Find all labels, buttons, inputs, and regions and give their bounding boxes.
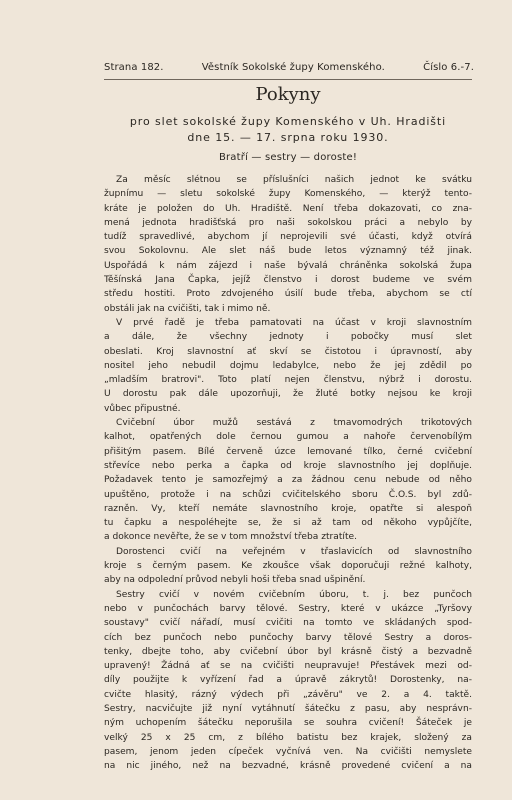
body-line: kráte je položen do Uh. Hradiště. Není třeba dokazovati, co zna- [104,203,472,214]
body-line: svou Sokolovnu. Ale slet náš bude letos významný též jinak. [104,246,472,257]
body-line: cvičte hlasitý, rázný výdech při „závěru" ve 2. a 4. taktě. [104,689,472,700]
body-line: díly použijte k vyřízení řad a úpravě zákrytů! Dorostenky, na- [104,675,472,686]
body-line: Sestry, nacvičujte již nyní vytáhnutí šátečku z pasu, aby nesprávn- [104,703,472,714]
body-line: vůbec připustné. [104,403,181,414]
body-line: razněn. Vy, kteří nemáte slavnostního kroje, opatřte si alespoň [104,503,472,514]
body-line: a dokonce nevěřte, že se v tom množství třeba ztratíte. [104,532,357,543]
body-line: nebo v punčochách barvy tělové. Sestry, které v ukázce „Tyršovy [104,603,472,614]
body-line: tudíž spravedlivé, abychom jí neprojevili své účasti, když otvírá [104,232,472,243]
body-line: Cvičební úbor mužů sestává z tmavomodrých trikotových [116,418,472,429]
body-line: nositel jeho nebudil dojmu ledabylce, nebo že jej zdědil po [104,360,472,371]
page-number: Strana 182. [104,62,164,73]
body-line: aby na odpolední průvod nebyli hoši třeba snad ušpinění. [104,575,366,586]
body-line: přišitým pasem. Bílé červeně úzce lemované tílko, černé cvičební [104,446,472,457]
body-line: středu hostiti. Proto zdvojeného úsilí bude třeba, abychom se ctí [104,289,472,300]
article-title: Pokyny [255,84,321,105]
body-line: tenky, dbejte toho, aby cvičební úbor byl krásně čistý a bezvadně [104,646,472,657]
body-line: pasem, jenom jeden cípeček vyčnívá ven. Na cvičišti nemyslete [104,746,472,757]
body-line: Sestry cvičí v novém cvičebním úboru, t. j. bez punčoch [116,589,472,600]
body-line: upravený! Žádná ať se na cvičišti neupravuje! Přestávek mezi od- [104,661,472,672]
body-line: a dále, že všechny jednoty i pobočky musí slet [104,332,472,343]
body-line: Těšínská Jana Čapka, jejíž členstvo i dorost budeme ve svém [104,275,472,286]
body-line: kalhot, opatřených dole černou gumou a nahoře červenobílým [104,432,472,443]
body-line: tu čapku a nespoléhejte se, že si až tam od někoho vypůjčíte, [104,518,472,529]
running-header [104,62,474,74]
body-line: župnímu — sletu sokolské župy Komenského, — kterýž tento- [104,189,472,200]
body-line: Požadavek tento je samozřejmý a za žádnou cenu nebude od něho [104,475,472,486]
body-line: „mladším bratrovi". Toto platí nejen členstvu, nýbrž i dorostu. [104,375,472,386]
subtitle-line: pro slet sokolské župy Komenského v Uh. Hradišti [129,115,447,128]
header-rule [104,79,472,80]
body-line: U dorostu pak dále upozorňuji, že žluté botky nejsou ke kroji [104,389,472,400]
body-line: upuštěno, protože i na schůzi cvičitelského sboru Č.O.S. byl zdů- [104,489,472,500]
body-line: ným uchopením šátečku neporušila se souhra cvičení! Šáteček je [104,718,472,729]
body-line: kroje s černým pasem. Ke zkoušce však doporučuji režné kalhoty, [104,561,472,572]
body-line: na nic jiného, než na bezvadné, krásně provedené cvičení a na [104,761,472,772]
greeting: Bratří — sestry — doroste! [218,152,358,163]
body-line: mená jednota hradišťská pro naši sokolskou práci a nebylo by [104,217,472,228]
article-subtitle [104,114,472,146]
body-line: Za měsíc slétnou se příslušníci našich jednot ke svátku [116,175,472,185]
body-line: Dorostenci cvičí na veřejném v třaslavicích od slavnostního [116,546,472,557]
body-line: velký 25 x 25 cm, z bílého batistu bez krajek, složený za [104,732,472,743]
subtitle-line: dne 15. — 17. srpna roku 1930. [187,131,389,144]
issue-number: Číslo 6.-7. [423,62,474,73]
article-body [104,173,472,773]
body-line: soustavy" cvičí nářadí, musí cvičiti na tomto ve skládaných spod- [104,618,472,629]
body-line: cích bez punčoch nebo punčochy barvy tělové Sestry a doros- [104,632,472,643]
body-line: obstáli jak na cvičišti, tak i mimo ně. [104,303,271,314]
body-line: V prvé řadě je třeba pamatovati na účast v kroji slavnostním [116,317,472,328]
body-line: obeslati. Kroj slavnostní ať skví se čistotou i úpravností, aby [104,346,472,357]
body-line: Uspořádá k nám zájezd i naše bývalá chráněnka sokolská župa [104,260,472,271]
body-line: střevíce nebo perka a čapka od kroje slavnostního jej doplňuje. [104,460,472,471]
journal-title: Věstník Sokolské župy Komenského. [201,62,385,73]
